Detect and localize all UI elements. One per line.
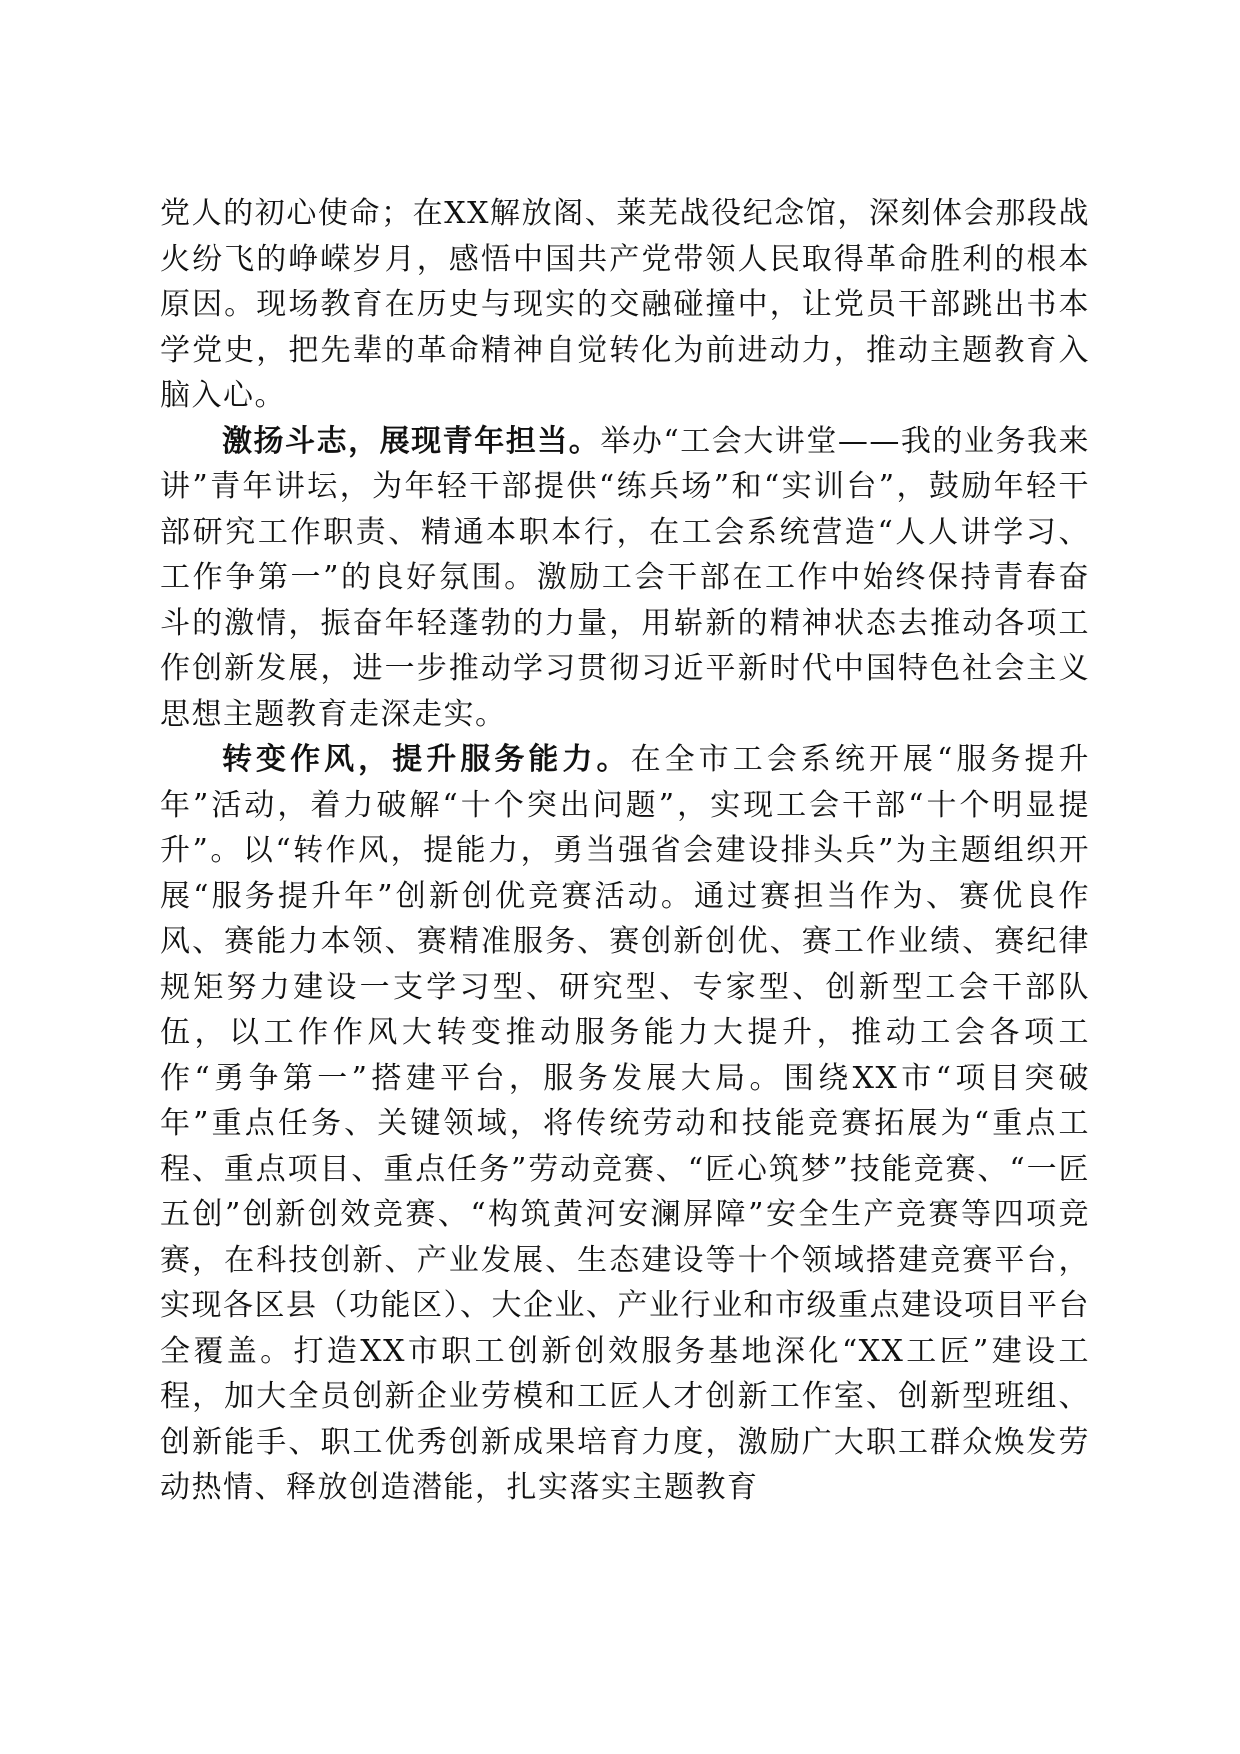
- paragraph-service: [160, 737, 1090, 1511]
- paragraph-body: 党人的初心使命；在XX解放阁、莱芜战役纪念馆，深刻体会那段战火纷飞的峥嵘岁月，感悟中国共产党带领人民取得革命胜利的根本原因。现场教育在历史与现实的交融碰撞中，让党员干部跳出书本学党史，把先辈的革命精神自觉转化为前进动力，推动主题教育入脑入心。: [160, 196, 1090, 413]
- paragraph-heading: 激扬斗志，展现青年担当。: [222, 423, 601, 459]
- paragraph-heading: 转变作风，提升服务能力。: [222, 742, 631, 777]
- paragraph-body: 举办“工会大讲堂——我的业务我来讲”青年讲坛，为年轻干部提供“练兵场”和“实训台”，鼓励年轻干部研究工作职责、精通本职本行，在工会系统营造“人人讲学习、工作争第一”的良好氛围。激励工会干部在工作中始终保持青春奋斗的激情，振奋年轻蓬勃的力量，用崭新的精神状态去推动各项工作创新发展，进一步推动学习贯彻习近平新时代中国特色社会主义思想主题教育走深走实。: [160, 423, 1091, 732]
- paragraph-youth: [160, 419, 1090, 738]
- document-body: [160, 191, 1090, 1511]
- paragraph-body: 在全市工会系统开展“服务提升年”活动，着力破解“十个突出问题”，实现工会干部“十个明显提升”。以“转作风，提能力，勇当强省会建设排头兵”为主题组织开展“服务提升年”创新创优竞赛活动。通过赛担当作为、赛优良作风、赛能力本领、赛精准服务、赛创新创优、赛工作业绩、赛纪律规矩努力建设一支学习型、研究型、专家型、创新型工会干部队伍，以工作作风大转变推动服务能力大提升，推动工会各项工作“勇争第一”搭建平台，服务发展大局。围绕XX市“项目突破年”重点任务、关键领域，将传统劳动和技能竞赛拓展为“重点工程、重点项目、重点任务”劳动竞赛、“匠心筑梦”技能竞赛、“一匠五创”创新创效竞赛、“构筑黄河安澜屏障”安全生产竞赛等四项竞赛，在科技创新、产业发展、生态建设等十个领域搭建竞赛平台，实现各区县（功能区）、大企业、产业行业和市级重点建设项目平台全覆盖。打造XX市职工创新创效服务基地深化“XX工匠”建设工程，加大全员创新企业劳模和工匠人才创新工作室、创新型班组、创新能手、职工优秀创新成果培育力度，激励广大职工群众焕发劳动热情、释放创造潜能，扎实落实主题教育: [160, 742, 1091, 1505]
- paragraph-continued: [160, 191, 1090, 419]
